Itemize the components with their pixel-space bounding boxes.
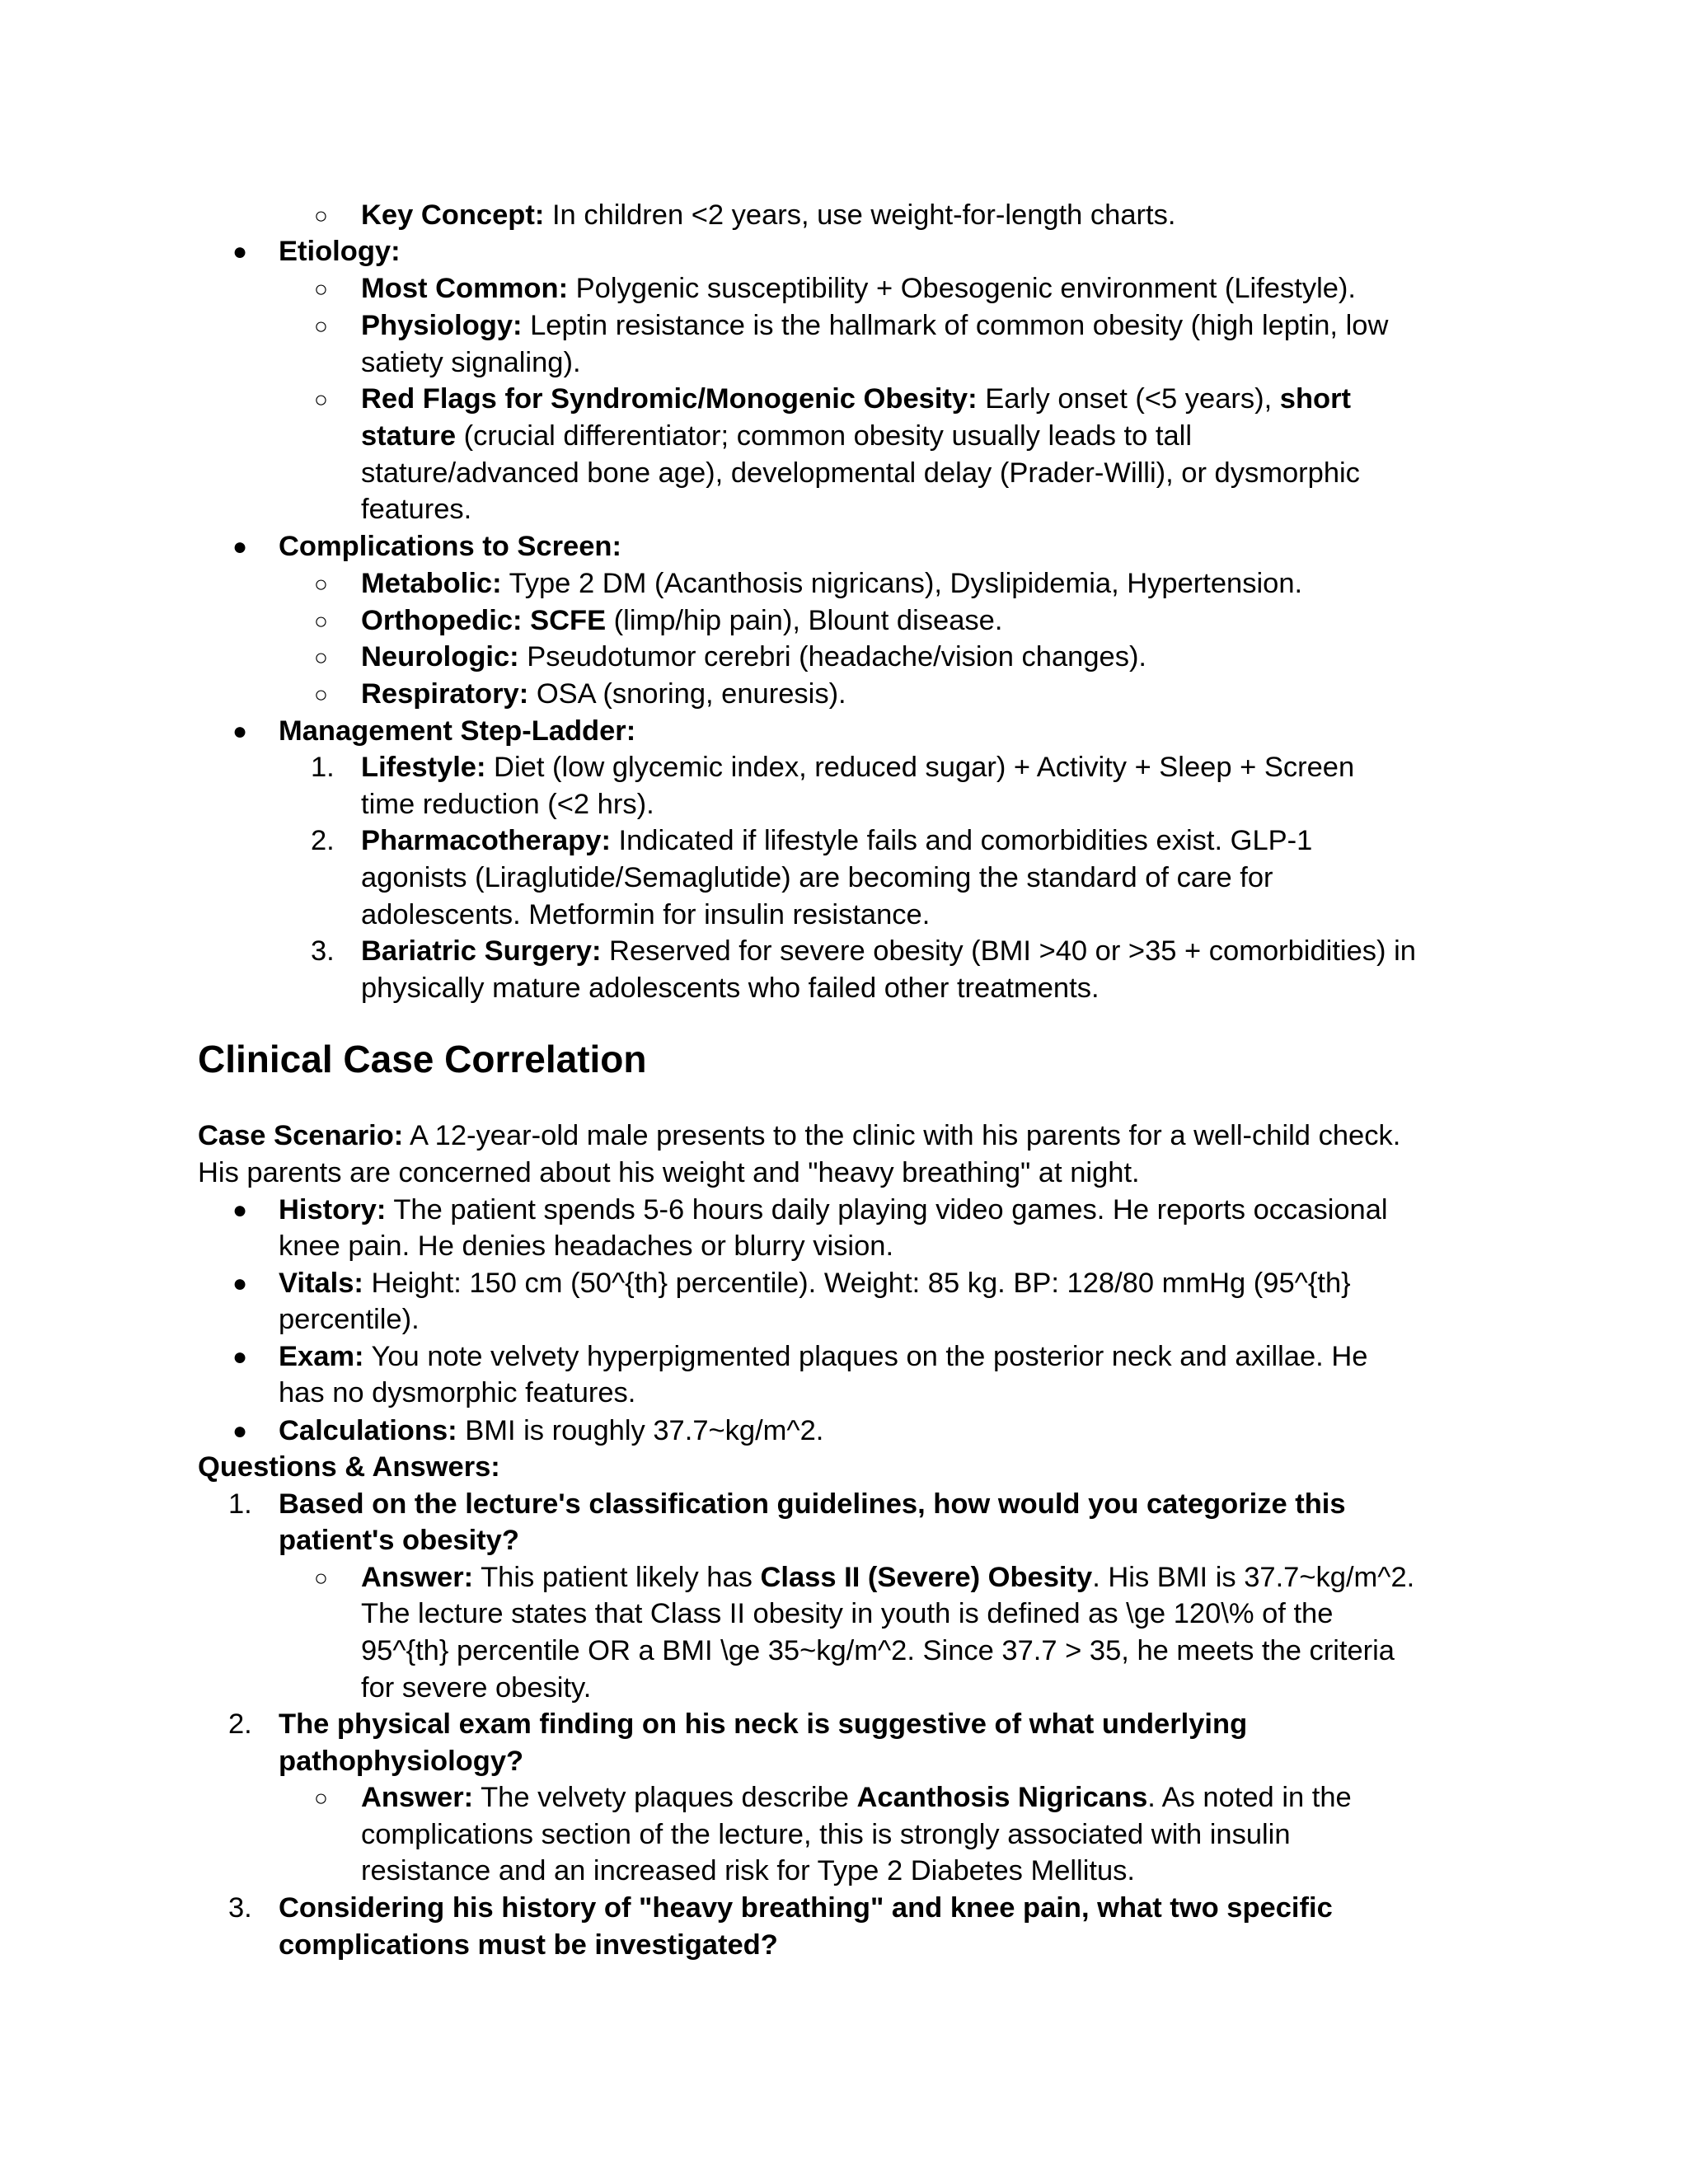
question-3-cont: complications must be investigated?: [279, 1929, 778, 1961]
orthopedic-item: Orthopedic: SCFE (limp/hip pain), Blount disease.: [361, 605, 1003, 636]
circle-bullet-icon: ○: [314, 571, 328, 597]
bullet-icon: ●: [232, 1418, 248, 1445]
question-2: The physical exam finding on his neck is suggestive of what underlying: [279, 1708, 1248, 1740]
history-item-cont: knee pain. He denies headaches or blurry vision.: [279, 1230, 894, 1262]
answer-2-cont: resistance and an increased risk for Type 2 Diabetes Mellitus.: [361, 1855, 1135, 1886]
bullet-icon: ●: [232, 1270, 248, 1297]
circle-bullet-icon: ○: [314, 1785, 328, 1811]
answer-1-cont: 95^{th} percentile OR a BMI \ge 35~kg/m^2. Since 37.7 > 35, he meets the criteria: [361, 1635, 1395, 1666]
list-number: 2.: [311, 825, 335, 856]
bullet-icon: ●: [232, 718, 248, 745]
key-concept-item: [361, 201, 1175, 230]
circle-bullet-icon: ○: [314, 608, 328, 634]
exam-item-cont: has no dysmorphic features.: [279, 1377, 636, 1408]
red-flags-item-cont: stature/advanced bone age), developmental delay (Prader-Willi), or dysmorphic: [361, 457, 1360, 489]
circle-bullet-icon: ○: [314, 203, 328, 228]
circle-bullet-icon: ○: [314, 313, 328, 339]
bullet-icon: ●: [232, 1343, 248, 1371]
physiology-item-cont: satiety signaling).: [361, 347, 581, 378]
management-heading: Management Step-Ladder:: [279, 715, 636, 747]
most-common-item: Most Common: Polygenic susceptibility + Obesogenic environment (Lifestyle).: [361, 273, 1356, 304]
respiratory-item: Respiratory: OSA (snoring, enuresis).: [361, 678, 846, 710]
metabolic-item: Metabolic: Type 2 DM (Acanthosis nigricans), Dyslipidemia, Hypertension.: [361, 568, 1303, 599]
answer-1-cont: The lecture states that Class II obesity in youth is defined as \ge 120\% of the: [361, 1598, 1334, 1629]
case-scenario: Case Scenario: A 12-year-old male presents to the clinic with his parents for a well-child check.: [198, 1120, 1401, 1151]
red-flags-item: Red Flags for Syndromic/Monogenic Obesity: Early onset (<5 years), short: [361, 383, 1352, 415]
question-3: Considering his history of "heavy breathing" and knee pain, what two specific: [279, 1892, 1333, 1924]
history-item: History: The patient spends 5-6 hours daily playing video games. He reports occasional: [279, 1194, 1388, 1226]
circle-bullet-icon: ○: [314, 387, 328, 412]
step-lifestyle: Lifestyle: Diet (low glycemic index, reduced sugar) + Activity + Sleep + Screen: [361, 752, 1355, 783]
step-pharmacotherapy-cont: agonists (Liraglutide/Semaglutide) are becoming the standard of care for: [361, 862, 1273, 893]
circle-bullet-icon: ○: [314, 682, 328, 707]
step-bariatric-cont: physically mature adolescents who failed other treatments.: [361, 972, 1100, 1004]
list-number: 1.: [228, 1488, 252, 1520]
neurologic-item: Neurologic: Pseudotumor cerebri (headache/vision changes).: [361, 641, 1147, 673]
circle-bullet-icon: ○: [314, 644, 328, 670]
item-label: Key Concept:: [361, 199, 545, 231]
list-number: 2.: [228, 1708, 252, 1740]
physiology-item: Physiology: Leptin resistance is the hallmark of common obesity (high leptin, low: [361, 310, 1389, 341]
item-text: In children <2 years, use weight-for-length charts.: [544, 199, 1176, 231]
exam-item: Exam: You note velvety hyperpigmented plaques on the posterior neck and axillae. He: [279, 1341, 1368, 1372]
bullet-icon: ●: [232, 1197, 248, 1224]
question-1-cont: patient's obesity?: [279, 1525, 519, 1556]
bullet-icon: ●: [232, 238, 248, 265]
question-1: Based on the lecture's classification guidelines, how would you categorize this: [279, 1488, 1346, 1520]
vitals-item: Vitals: Height: 150 cm (50^{th} percentile). Weight: 85 kg. BP: 128/80 mmHg (95^{th}: [279, 1268, 1351, 1299]
circle-bullet-icon: ○: [314, 1565, 328, 1591]
bullet-icon: ●: [232, 533, 248, 560]
circle-bullet-icon: ○: [314, 276, 328, 302]
answer-2-cont: complications section of the lecture, this is strongly associated with insulin: [361, 1819, 1291, 1850]
step-pharmacotherapy: Pharmacotherapy: Indicated if lifestyle fails and comorbidities exist. GLP-1: [361, 825, 1313, 856]
vitals-item-cont: percentile).: [279, 1304, 420, 1335]
question-2-cont: pathophysiology?: [279, 1746, 524, 1777]
answer-1: Answer: This patient likely has Class II (Severe) Obesity. His BMI is 37.7~kg/m^2.: [361, 1562, 1415, 1593]
answer-1-cont: for severe obesity.: [361, 1672, 592, 1704]
step-pharmacotherapy-cont: adolescents. Metformin for insulin resistance.: [361, 899, 931, 930]
case-scenario-cont: His parents are concerned about his weight and "heavy breathing" at night.: [198, 1157, 1140, 1188]
step-bariatric: Bariatric Surgery: Reserved for severe obesity (BMI >40 or >35 + comorbidities) in: [361, 935, 1416, 967]
list-number: 1.: [311, 752, 335, 783]
qa-heading: Questions & Answers:: [198, 1451, 500, 1483]
list-number: 3.: [228, 1892, 252, 1924]
complications-heading: Complications to Screen:: [279, 531, 621, 562]
calculations-item: Calculations: BMI is roughly 37.7~kg/m^2.: [279, 1415, 824, 1446]
red-flags-item-cont: features.: [361, 494, 472, 525]
section-heading: Clinical Case Correlation: [198, 1038, 647, 1080]
list-number: 3.: [311, 935, 335, 967]
etiology-heading: Etiology:: [279, 236, 401, 267]
answer-2: Answer: The velvety plaques describe Acanthosis Nigricans. As noted in the: [361, 1782, 1352, 1813]
red-flags-item-cont: stature (crucial differentiator; common obesity usually leads to tall: [361, 420, 1192, 452]
step-lifestyle-cont: time reduction (<2 hrs).: [361, 789, 654, 820]
